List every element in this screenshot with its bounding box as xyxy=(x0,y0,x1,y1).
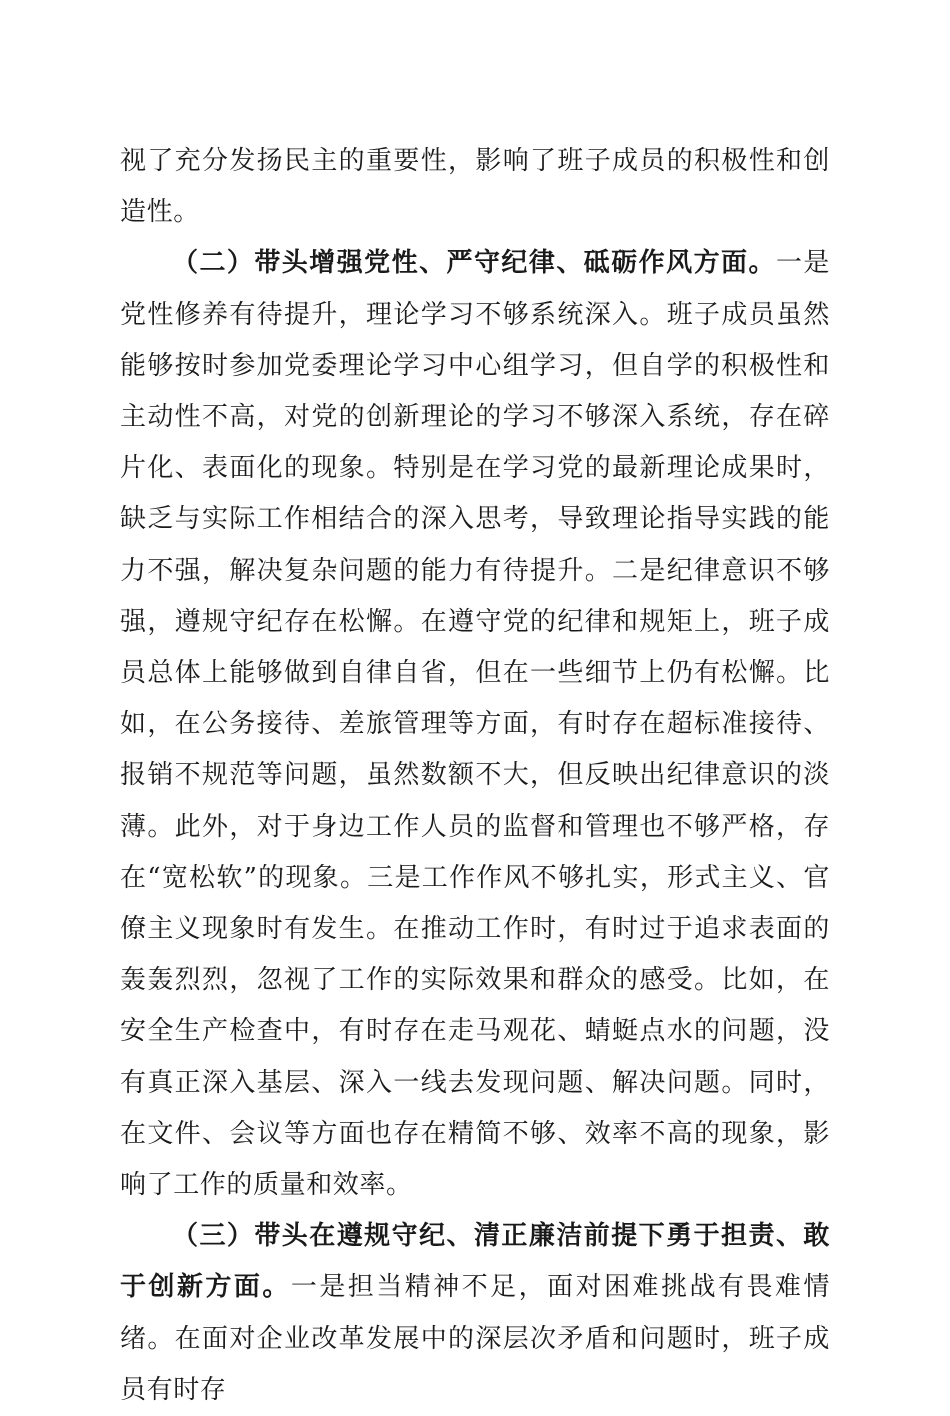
paragraph-text: 一是党性修养有待提升，理论学习不够系统深入。班子成员虽然能够按时参加党委理论学习中心组学习，但自学的积极性和主动性不高，对党的创新理论的学习不够深入系统，存在碎片化、表面化的现象。特别是在学习党的最新理论成果时，缺乏与实际工作相结合的深入思考，导致理论指导实践的能力不强，解决复杂问题的能力有待提升。二是纪律意识不够强，遵规守纪存在松懈。在遵守党的纪律和规矩上，班子成员总体上能够做到自律自省，但在一些细节上仍有松懈。比如，在公务接待、差旅管理等方面，有时存在超标准接待、报销不规范等问题，虽然数额不大，但反映出纪律意识的淡薄。此外，对于身边工作人员的监督和管理也不够严格，存在“宽松软”的现象。三是工作作风不够扎实，形式主义、官僚主义现象时有发生。在推动工作时，有时过于追求表面的轰轰烈烈，忽视了工作的实际效果和群众的感受。比如，在安全生产检查中，有时存在走马观花、蜻蜓点水的问题，没有真正深入基层、深入一线去发现问题、解决问题。同时，在文件、会议等方面也存在精简不够、效率不高的现象，影响了工作的质量和效率。 xyxy=(120,248,831,1201)
document-body xyxy=(120,136,830,1416)
paragraph-section-3 xyxy=(120,1211,830,1416)
paragraph-continuation xyxy=(120,136,830,238)
paragraph-text: 视了充分发扬民主的重要性，影响了班子成员的积极性和创造性。 xyxy=(120,146,830,228)
paragraph-section-2 xyxy=(120,238,830,1211)
paragraph-text: 一是担当精神不足，面对困难挑战有畏难情绪。在面对企业改革发展中的深层次矛盾和问题时，班子成员有时存 xyxy=(120,1272,830,1405)
section-heading: （二）带头增强党性、严守纪律、砥砺作风方面。 xyxy=(172,248,776,279)
section-heading: （三）带头在遵规守纪、清正廉洁前提下勇于担责、敢于创新方面。 xyxy=(120,1221,830,1303)
